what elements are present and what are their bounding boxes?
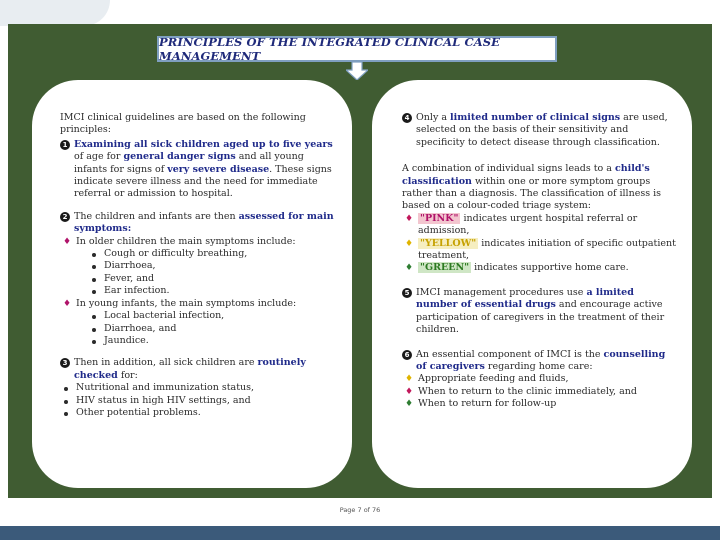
classification-bold: child's classification — [402, 163, 650, 187]
left-principles-bubble — [32, 80, 352, 488]
principle-1-text-2: and all young infants for signs of — [74, 151, 304, 175]
principle-1-bold-b: general danger signs — [123, 151, 236, 163]
number-2-icon: 2 — [60, 212, 70, 222]
principle-3 — [60, 357, 338, 382]
list-item: Diarrhoea, and — [90, 323, 338, 335]
page-title: PRINCIPLES OF THE INTEGRATED CLINICAL CASE MANAGEMENT — [157, 36, 557, 62]
green-diamond-icon: ♦ — [405, 399, 414, 410]
triage-green: ♦ "GREEN" indicates supportive home care. — [405, 262, 629, 274]
pink-diamond-icon: ♦ — [63, 236, 72, 247]
principle-4: 4 Only a limited number of clinical signs are used, selected on the basis of their sensitivity and specificity to detect disease through classification. — [402, 112, 678, 149]
down-arrow-icon — [346, 62, 368, 80]
principle-1-bold-c: very severe disease — [167, 163, 270, 175]
pink-diamond-icon: ♦ — [63, 298, 72, 309]
classification-paragraph: A combination of individual signs leads to a child's classification within one or more symptom groups rather than a diagnosis. The classification of illness is based on a colour-coded triage system: — [402, 163, 662, 212]
background-watermark — [0, 0, 110, 26]
principle-3-tail: for: — [117, 369, 138, 381]
principle-4-bold: limited number of clinical signs — [450, 112, 621, 123]
principle-1-bold-a: Examining all sick children aged up to five years — [74, 138, 333, 150]
list-item: Diarrhoea, — [90, 260, 338, 272]
home-care-item: ♦ Appropriate feeding and fluids, — [405, 373, 569, 385]
green-diamond-icon: ♦ — [405, 263, 414, 274]
principle-1-text-1: of age for — [74, 151, 124, 163]
list-item: Nutritional and immunization status, — [62, 382, 338, 394]
yellow-diamond-icon: ♦ — [405, 238, 414, 249]
page-number: Page 7 of 76 — [339, 506, 381, 514]
list-item: Other potential problems. — [62, 407, 338, 419]
list-item: Jaundice. — [90, 335, 338, 347]
young-infants-heading: ♦ In young infants, the main symptoms include: — [63, 297, 297, 309]
number-4-icon: 4 — [402, 113, 412, 123]
principle-5: 5 IMCI management procedures use a limited number of essential drugs and encourage active participation of caregivers in the treatment of their children. — [402, 287, 678, 337]
routine-checks-list — [60, 382, 338, 419]
home-care-item: ♦ When to return to the clinic immediately, and — [405, 385, 637, 397]
pink-tag: "PINK" — [420, 212, 459, 224]
list-item: Fever, and — [90, 273, 338, 285]
principle-6-bold: counselling of caregivers — [416, 348, 666, 372]
list-item: HIV status in high HIV settings, and — [62, 395, 338, 407]
intro-text: IMCI clinical guidelines are based on the following principles: — [60, 112, 306, 136]
right-principles-bubble — [372, 80, 692, 488]
number-1-icon: 1 — [60, 140, 70, 150]
principle-2-text: The children and infants are then — [74, 210, 239, 222]
principle-5-bold: a limited number of essential drugs — [416, 286, 634, 311]
principle-6: 6 An essential component of IMCI is the counselling of caregivers regarding home care: — [402, 349, 678, 374]
pink-diamond-icon: ♦ — [405, 213, 414, 224]
green-tag: "GREEN" — [420, 262, 470, 274]
principle-2-bold: assessed for main symptoms — [74, 210, 334, 235]
older-children-heading: ♦ In older children the main symptoms include: — [63, 235, 296, 247]
list-item: Local bacterial infection, — [90, 310, 338, 322]
young-symptoms-list — [60, 310, 338, 347]
number-3-icon: 3 — [60, 358, 70, 368]
principle-2: 2 The children and infants are then assessed for main symptoms: — [60, 211, 338, 236]
list-item: Cough or difficulty breathing, — [90, 248, 338, 260]
footer-bar — [0, 526, 720, 540]
principle-3-bold: routinely checked — [74, 357, 306, 381]
triage-pink: ♦ "PINK" indicates urgent hospital referral or admission, — [405, 212, 638, 237]
number-6-icon: 6 — [402, 350, 412, 360]
older-symptoms-list — [60, 248, 338, 298]
home-care-item: ♦ When to return for follow-up — [405, 398, 557, 410]
principle-1-text-3: . These signs indicate severe illness and the need for immediate referral or admission to hospital. — [74, 163, 332, 200]
number-5-icon: 5 — [402, 288, 412, 298]
pink-diamond-icon: ♦ — [405, 386, 414, 397]
principle-3-text: Then in addition, all sick children are — [74, 357, 258, 369]
principle-1 — [60, 139, 338, 201]
yellow-diamond-icon: ♦ — [405, 374, 414, 385]
triage-yellow: ♦ "YELLOW" indicates initiation of specific outpatient treatment, — [405, 237, 676, 262]
yellow-tag: "YELLOW" — [420, 237, 477, 249]
list-item: Ear infection. — [90, 285, 338, 297]
